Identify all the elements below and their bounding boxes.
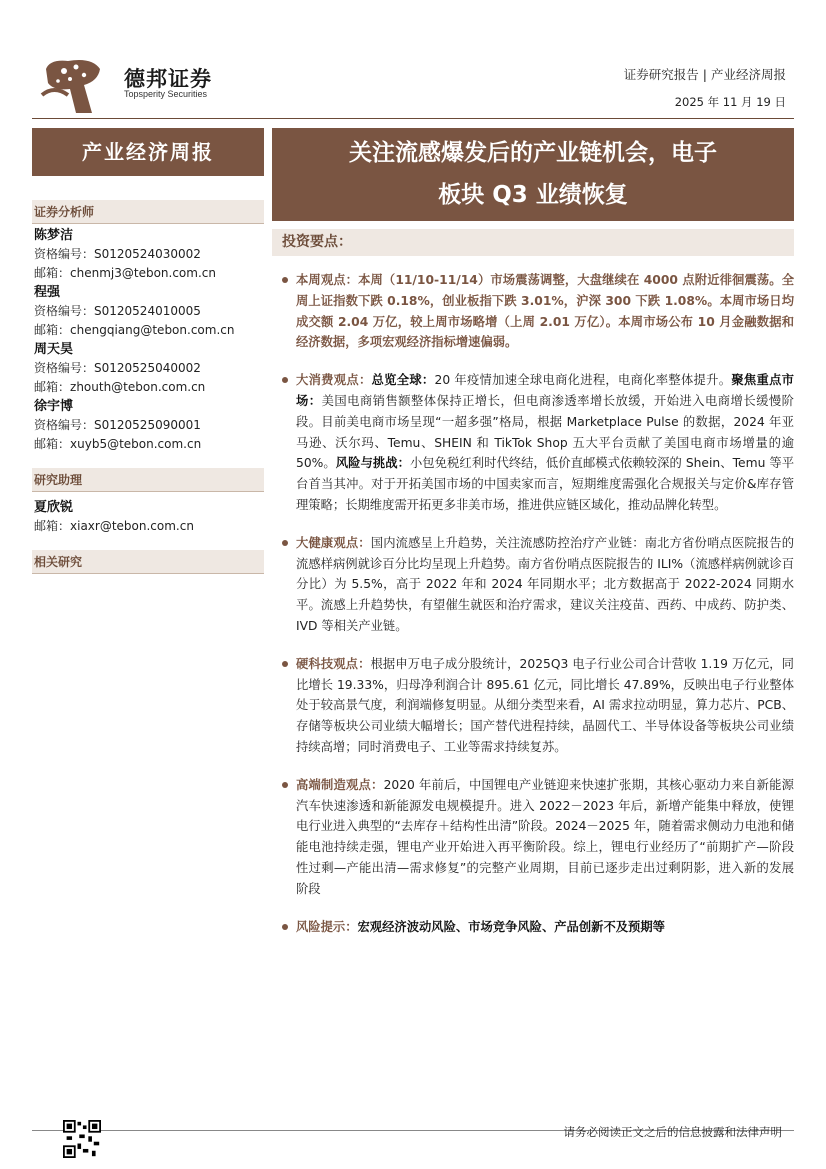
bullet-dot-icon bbox=[282, 277, 288, 283]
analyst-email: chengqiang@tebon.com.cn bbox=[70, 323, 235, 337]
report-title bbox=[272, 128, 794, 221]
report-date: 2025 年 11 月 19 日 bbox=[674, 95, 786, 109]
analyst-name: 程强 bbox=[34, 285, 61, 300]
title-line-1: 关注流感爆发后的产业链机会，电子 bbox=[349, 140, 717, 166]
bullet-risk: 风险提示：宏观经济波动风险、市场竞争风险、产品创新不及预期等 bbox=[280, 917, 794, 938]
bullet-dot-icon bbox=[282, 540, 288, 546]
report-header-info: 证券研究报告 | 产业经济周报 bbox=[623, 67, 786, 82]
bullet-hardtech: 硬科技观点：根据申万电子成分股统计，2025Q3 电子行业公司合计营收 1.19 万亿元，同比增长 19.33%，归母净利润合计 895.61 亿元，同比增长 47.89%，反映出电子行业整体处于较高景气度，利润端修复明显。从细分类型来看，AI 需求拉动明显，算力芯片、PCB、存储等板块公司业绩大幅增长；国产替代进程持续，晶圆代工、半导体设备等板块公司业绩持续高增；同时消费电子、工业等需求持续复苏。 bbox=[280, 654, 794, 758]
analyst-email: xuyb5@tebon.com.cn bbox=[70, 437, 202, 451]
sidebar bbox=[32, 200, 264, 574]
footer-disclaimer: 请务必阅读正文之后的信息披露和法律声明 bbox=[563, 1125, 782, 1139]
bullet-consumption: 大消费观点：总览全球：20 年疫情加速全球电商化进程，电商化率整体提升。聚焦重点市场：美国电商销售额整体保持正增长，但电商渗透率增长放缓，开始进入电商增长缓慢阶段。目前美电商市场呈现“一超多强”格局，根据 Marketplace Pulse 的数据，2024 年亚马逊、沃尔玛、Temu、SHEIN 和 TikTok Shop 五大平台贡献了美国电商市场增量的逾 50%。风险与挑战：小包免税红利时代终结，低价直邮模式依赖较深的 Shein、Temu 等平台首当其冲。对于开拓美国市场的中国卖家而言，短期维度需强化合规报关与定价&库存管理策略；长期维度需开拓更多非美市场，推进供应链区域化，推动品牌化转型。 bbox=[280, 370, 794, 516]
bullet-dot-icon bbox=[282, 782, 288, 788]
report-series: 产业经济周报 bbox=[710, 67, 786, 82]
analyst-name: 徐宇博 bbox=[34, 399, 74, 414]
investment-highlights-heading: 投资要点： bbox=[272, 229, 794, 256]
analyst-cert: S0120524030002 bbox=[94, 247, 201, 261]
bullet-dot-icon bbox=[282, 661, 288, 667]
bullet-healthcare: 大健康观点：国内流感呈上升趋势，关注流感防控治疗产业链：南北方省份哨点医院报告的流感样病例就诊百分比均呈现上升趋势。南方省份哨点医院报告的 ILI%（流感样病例就诊百分比）为 5.5%，高于 2022 年和 2024 年同期水平；北方数据高于 2022-2024 同期水平。流感上升趋势快，有望催生就医和治疗需求，建议关注疫苗、西药、中成药、防护类、IVD 等相关产业链。 bbox=[280, 533, 794, 637]
assistant-heading: 研究助理 bbox=[32, 468, 264, 492]
analyst-name: 周天昊 bbox=[34, 342, 74, 357]
bullet-dot-icon bbox=[282, 924, 288, 930]
header-divider bbox=[32, 118, 794, 119]
assistant-name: 夏欣锐 bbox=[34, 500, 74, 515]
assistant-email: xiaxr@tebon.com.cn bbox=[70, 519, 194, 533]
analyst-cert: S0120524010005 bbox=[94, 304, 201, 318]
brand-logo bbox=[40, 55, 120, 117]
analyst-email: zhouth@tebon.com.cn bbox=[70, 380, 206, 394]
assistant-block: 夏欣锐 邮箱：xiaxr@tebon.com.cn bbox=[32, 498, 264, 536]
analyst-block: 陈梦洁 资格编号：S0120524030002 邮箱：chenmj3@tebon.com.cn 程强 资格编号：S0120524010005 邮箱：chengqiang@tebon.com.cn 周天昊 资格编号：S0120525040002 邮箱：zhouth@tebon.com.cn 徐宇博 资格编号：S0120525090001 邮箱：xuyb5@tebon.com.cn bbox=[32, 226, 264, 454]
bullet-manufacturing: 高端制造观点：2020 年前后，中国锂电产业链迎来快速扩张期，其核心驱动力来自新能源汽车快速渗透和新能源发电规模提升。进入 2022－2023 年后，新增产能集中释放，使锂电行业进入典型的“去库存＋结构性出清”阶段。2024－2025 年，随着需求侧动力电池和储能电池持续走强，锂电产业开始进入再平衡阶段。综上，锂电行业经历了“前期扩产—阶段性过剩—产能出清—需求修复”的完整产业周期，目前已逐步走出过剩阴影，进入新的发展阶段 bbox=[280, 775, 794, 900]
bullet-weekly-view: 本周观点：本周（11/10-11/14）市场震荡调整，大盘继续在 4000 点附近徘徊震荡。全周上证指数下跌 0.18%，创业板指下跌 3.01%，沪深 300 下跌 1.08%。本周市场日均成交额 2.04 万亿，较上周市场略增（上周 2.01 万亿）。本周市场公布 10 月金融数据和经济数据，多项宏观经济指标增速偏弱。 bbox=[280, 270, 794, 353]
report-category-band: 产业经济周报 bbox=[32, 128, 264, 176]
brand-name-en: Topsperity Securities bbox=[124, 89, 208, 99]
analyst-email: chenmj3@tebon.com.cn bbox=[70, 266, 216, 280]
qr-code-icon[interactable] bbox=[63, 1120, 101, 1158]
bullet-dot-icon bbox=[282, 377, 288, 383]
brand-name-cn: 德邦证券 bbox=[124, 67, 212, 91]
report-type: 证券研究报告 bbox=[623, 67, 699, 82]
analysts-heading: 证券分析师 bbox=[32, 200, 264, 224]
analyst-name: 陈梦洁 bbox=[34, 228, 74, 243]
analyst-cert: S0120525040002 bbox=[94, 361, 201, 375]
title-line-2: 板块 Q3 业绩恢复 bbox=[438, 182, 628, 208]
analyst-cert: S0120525090001 bbox=[94, 418, 201, 432]
related-research-heading: 相关研究 bbox=[32, 550, 264, 574]
investment-highlights bbox=[280, 270, 794, 954]
